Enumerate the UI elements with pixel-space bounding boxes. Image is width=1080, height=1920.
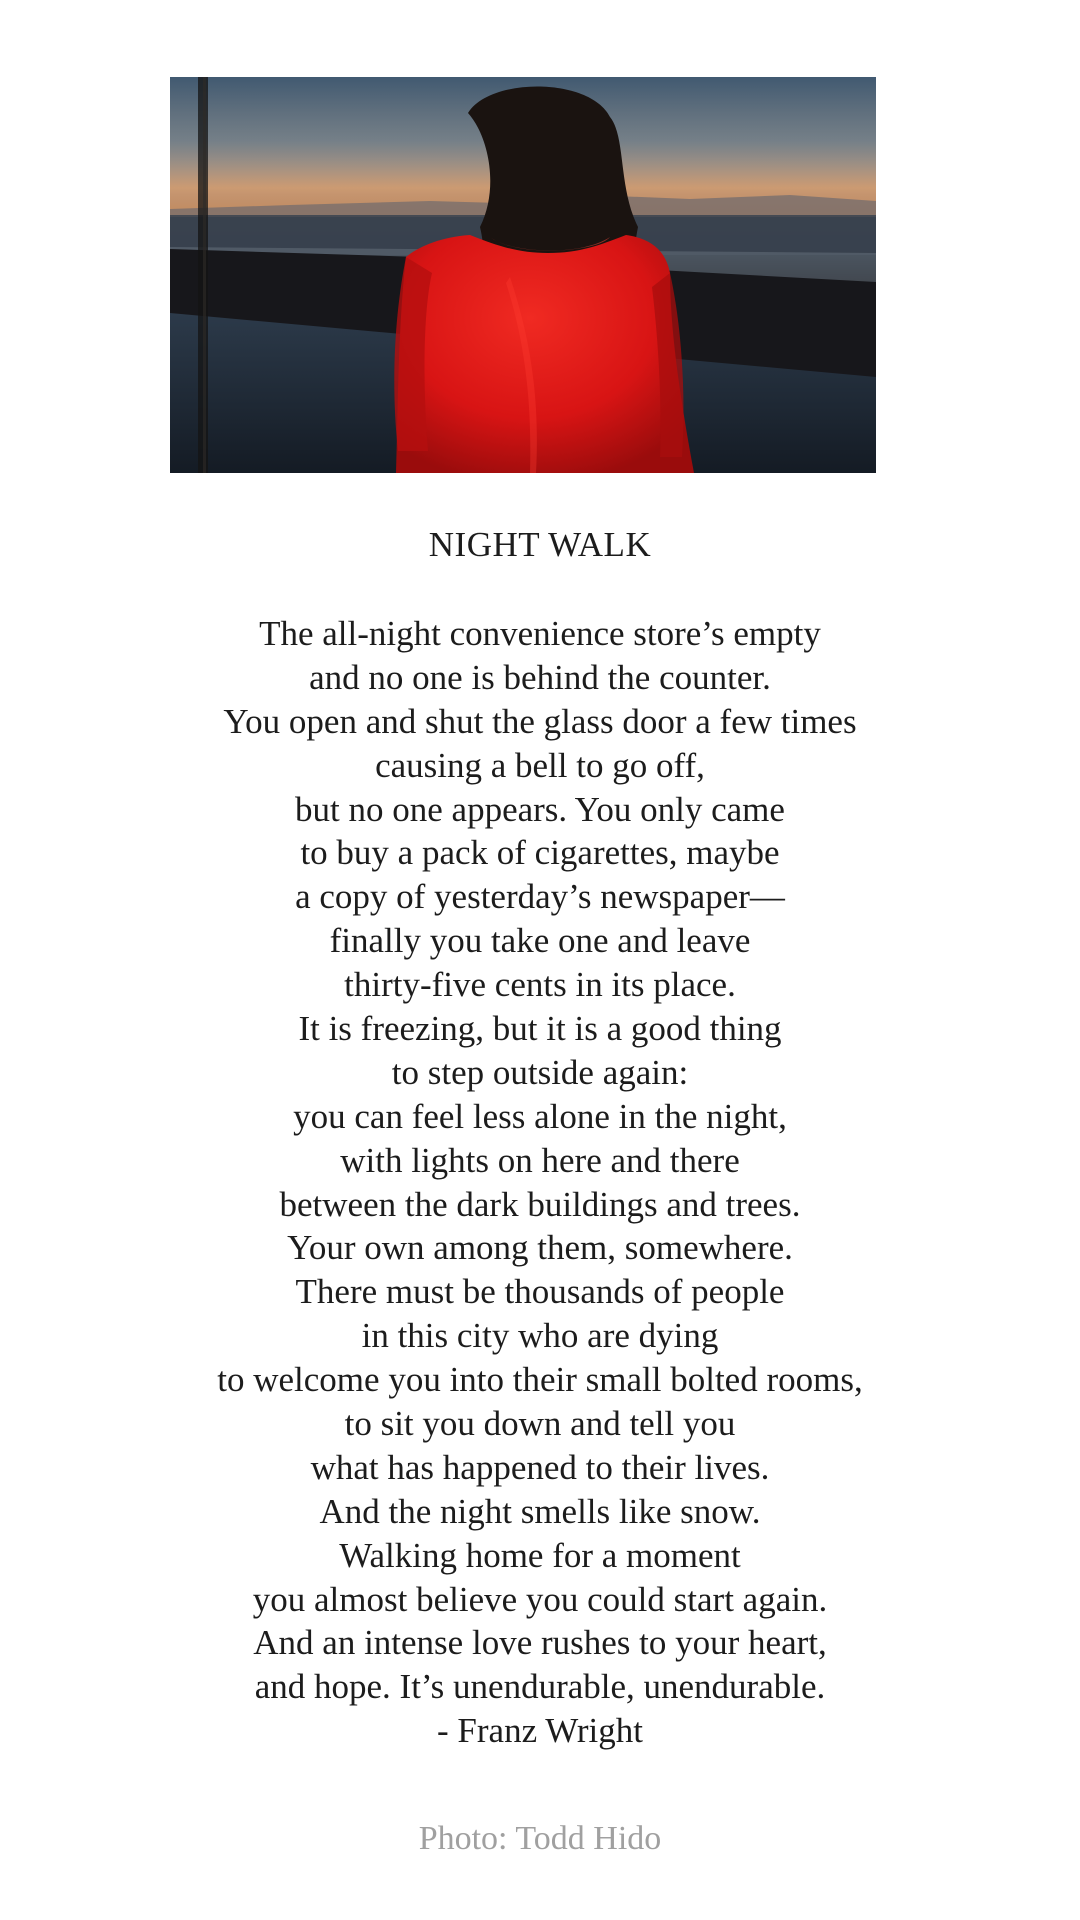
poem-line: in this city who are dying	[361, 1316, 719, 1356]
poem-line: Walking home for a moment	[339, 1535, 741, 1575]
poem-line: Your own among them, somewhere.	[287, 1228, 793, 1268]
poem-line: There must be thousands of people	[295, 1272, 785, 1312]
poem-author: - Franz Wright	[437, 1711, 643, 1751]
poem-line: It is freezing, but it is a good thing	[298, 1009, 782, 1049]
poem-line: you almost believe you could start again.	[252, 1579, 828, 1619]
poem-line: between the dark buildings and trees.	[279, 1184, 801, 1224]
poem-body	[0, 612, 1080, 1753]
poem-line: The all-night convenience store’s empty	[259, 614, 821, 653]
poem-line: to step outside again:	[391, 1052, 689, 1092]
poem-line: finally you take one and leave	[329, 921, 751, 961]
poem-line: what has happened to their lives.	[310, 1447, 770, 1487]
poem-line: to welcome you into their small bolted rooms,	[217, 1360, 863, 1400]
poem-line: you can feel less alone in the night,	[293, 1096, 787, 1136]
poem-line: a copy of yesterday’s newspaper—	[295, 877, 785, 917]
poem-line: And an intense love rushes to your heart,	[253, 1623, 827, 1663]
poem-line: and no one is behind the counter.	[309, 657, 771, 697]
poem-line: but no one appears. You only came	[295, 789, 785, 829]
poem-line: You open and shut the glass door a few times	[223, 701, 857, 741]
poem-line: to buy a pack of cigarettes, maybe	[300, 833, 780, 873]
photo-credit: Photo: Todd Hido	[418, 1820, 662, 1857]
poem-line: to sit you down and tell you	[344, 1404, 736, 1444]
poem-line: And the night smells like snow.	[319, 1491, 761, 1531]
poem-line: causing a bell to go off,	[375, 745, 705, 785]
poem-line: with lights on here and there	[340, 1140, 740, 1180]
photograph-woman-red-sweater-icon	[170, 77, 876, 473]
poem-title: NIGHT WALK	[428, 525, 652, 564]
poem-line: and hope. It’s unendurable, unendurable.	[254, 1667, 826, 1707]
poem-line: thirty-five cents in its place.	[344, 965, 736, 1005]
poem-photo	[170, 77, 876, 473]
